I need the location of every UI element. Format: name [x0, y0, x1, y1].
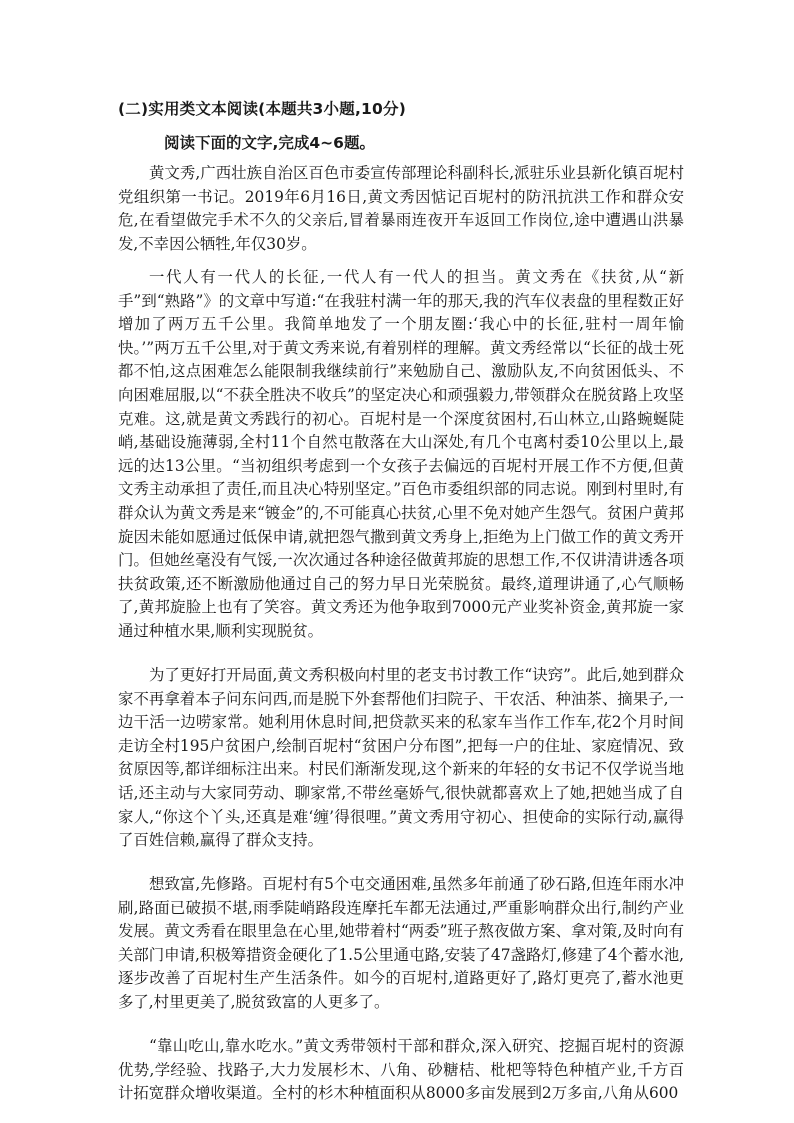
article-paragraph-4: 想致富,先修路。百坭村有5个屯交通困难,虽然多年前通了砂石路,但连年雨水冲刷,路面已破损不堪,雨季陡峭路段连摩托车都无法通过,严重影响群众出行,制约产业发展。黄文秀看在眼里急在心里,她带着村“两委”班子熬夜做方案、拿对策,及时向有关部门申请,积极筹措资金硬化了1.5公里通屯路,安装了47盏路灯,修建了4个蓄水池,逐步改善了百坭村生产生活条件。如今的百坭村,道路更好了,路灯更亮了,蓄水池更多了,村里更美了,脱贫致富的人更多了。 — [118, 875, 684, 1011]
section-title: (二)实用类文本阅读(本题共3小题,10分) — [118, 100, 406, 118]
reading-instruction: 阅读下面的文字,完成4~6题。 — [164, 134, 375, 152]
article-paragraph-1: 黄文秀,广西壮族自治区百色市委宣传部理论科副科长,派驻乐业县新化镇百坭村党组织第一书记。2019年6月16日,黄文秀因惦记百坭村的防汛抗洪工作和群众安危,在看望做完手术不久的父亲后,冒着暴雨连夜开车返回工作岗位,途中遭遇山洪暴发,不幸因公牺牲,年仅30岁。 — [118, 164, 684, 253]
article-paragraph-2: 一代人有一代人的长征,一代人有一代人的担当。黄文秀在《扶贫,从“新手”到“熟路”》的文章中写道:“在我驻村满一年的那天,我的汽车仪表盘的里程数正好增加了两万五千公里。我简单地发了一个朋友圈:‘我心中的长征,驻村一周年愉快。’”两万五千公里,对于黄文秀来说,有着别样的理解。黄文秀经常以“长征的战士死都不怕,这点困难怎么能限制我继续前行”来勉励自己、激励队友,不向贫困低头、不向困难屈服,以“不获全胜决不收兵”的坚定决心和顽强毅力,带领群众在脱贫路上攻坚克难。这,就是黄文秀践行的初心。百坭村是一个深度贫困村,石山林立,山路蜿蜒陡峭,基础设施薄弱,全村11个自然屯散落在大山深处,有几个屯离村委10公里以上,最远的达13公里。“当初组织考虑到一个女孩子去偏远的百坭村开展工作不方便,但黄文秀主动承担了责任,而且决心特别坚定。”百色市委组织部的同志说。刚到村里时,有群众认为黄文秀是来“镀金”的,不可能真心扶贫,心里不免对她产生怨气。贫困户黄邦旋因未能如愿通过低保申请,就把怨气撒到黄文秀身上,拒绝为上门做工作的黄文秀开门。但她丝毫没有气馁,一次次通过各种途径做黄邦旋的思想工作,不仅讲清讲透各项扶贫政策,还不断激励他通过自己的努力早日光荣脱贫。最终,道理讲通了,心气顺畅了,黄邦旋脸上也有了笑容。黄文秀还为他争取到7000元产业奖补资金,黄邦旋一家通过种植水果,顺利实现脱贫。 — [118, 268, 684, 640]
article-paragraph-5: “靠山吃山,靠水吃水。”黄文秀带领村干部和群众,深入研究、挖掘百坭村的资源优势,学经验、找路子,大力发展杉木、八角、砂糖桔、枇杷等特色种植产业,千方百计拓宽群众增收渠道。全村的杉木种植面积从8000多亩发展到2万多亩,八角从600 — [118, 1037, 684, 1103]
article-paragraph-3: 为了更好打开局面,黄文秀积极向村里的老支书讨教工作“诀窍”。此后,她到群众家不再拿着本子问东问西,而是脱下外套帮他们扫院子、干农活、种油茶、摘果子,一边干活一边唠家常。她利用休息时间,把贷款买来的私家车当作工作车,花2个月时间走访全村195户贫困户,绘制百坭村“贫困户分布图”,把每一户的住址、家庭情况、致贫原因等,都详细标注出来。村民们渐渐发现,这个新来的年轻的女书记不仅学说当地话,还主动与大家同劳动、聊家常,不带丝毫娇气,很快就都喜欢上了她,把她当成了自家人,“你这个丫头,还真是难‘缠’得很哩。”黄文秀用守初心、担使命的实际行动,赢得了百姓信赖,赢得了群众支持。 — [118, 666, 684, 850]
